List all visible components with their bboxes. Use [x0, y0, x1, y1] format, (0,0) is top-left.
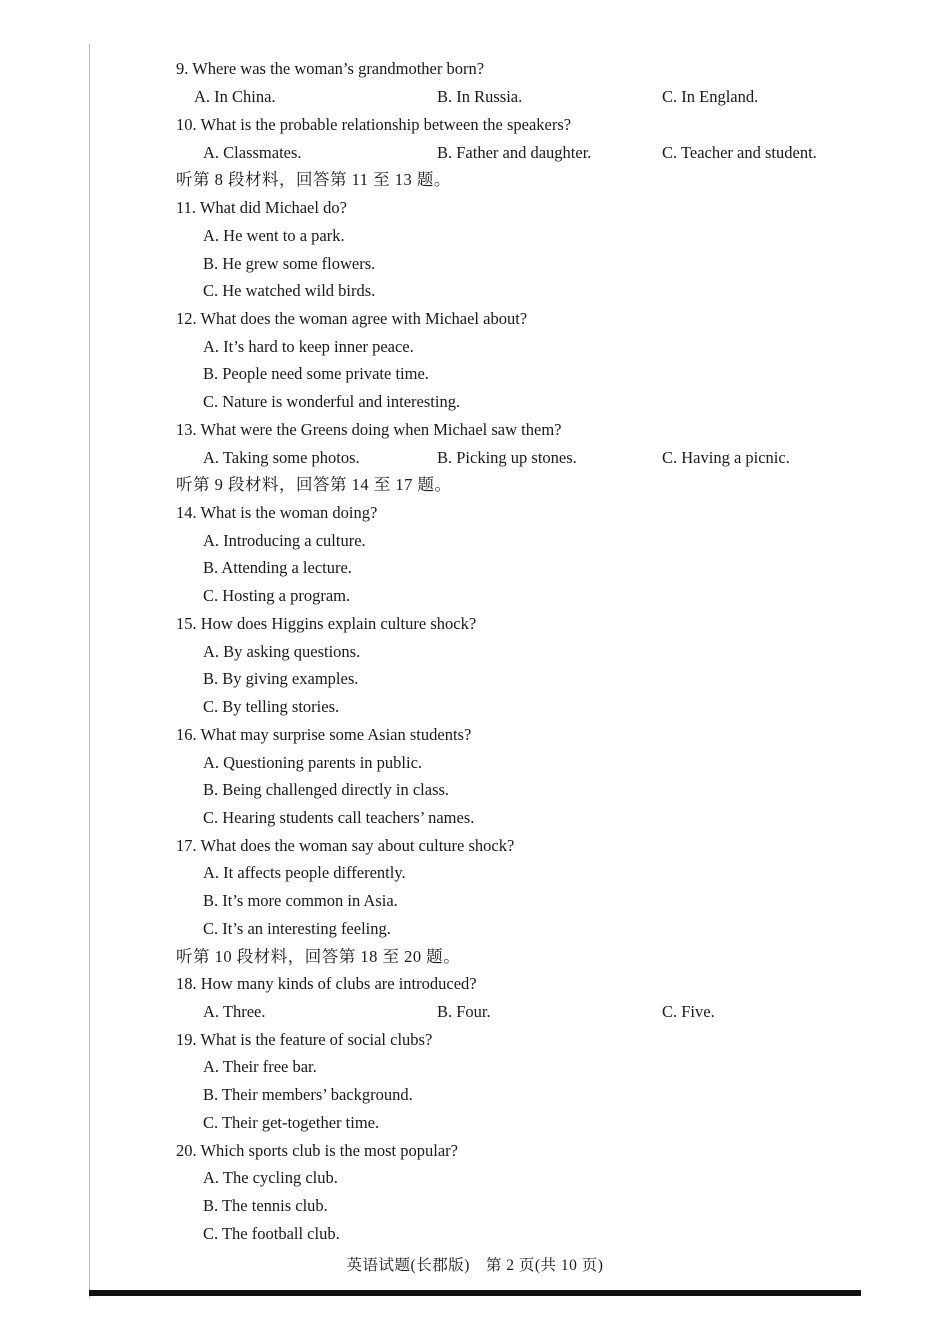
option: A. In China. — [194, 87, 276, 106]
option: A. It’s hard to keep inner peace. — [203, 337, 414, 356]
option: A. He went to a park. — [203, 226, 345, 245]
left-margin-rule — [89, 44, 90, 1298]
option: C. It’s an interesting feeling. — [203, 919, 391, 938]
question-stem: 15. How does Higgins explain culture shock? — [176, 614, 477, 633]
option: A. It affects people differently. — [203, 863, 406, 882]
question-stem: 17. What does the woman say about culture shock? — [176, 836, 515, 855]
option: B. Picking up stones. — [437, 448, 577, 467]
question-stem: 11. What did Michael do? — [176, 198, 347, 217]
option: C. He watched wild birds. — [203, 281, 376, 300]
option: A. Introducing a culture. — [203, 531, 366, 550]
option: C. Nature is wonderful and interesting. — [203, 392, 461, 411]
option: C. Hosting a program. — [203, 586, 351, 605]
option: C. Teacher and student. — [662, 143, 817, 162]
section-heading: 听第 10 段材料，回答第 18 至 20 题。 — [176, 947, 461, 966]
option: B. Attending a lecture. — [203, 558, 352, 577]
option: B. Their members’ background. — [203, 1085, 413, 1104]
option: B. It’s more common in Asia. — [203, 891, 398, 910]
question-stem: 10. What is the probable relationship between the speakers? — [176, 115, 572, 134]
page-footer: 英语试题(长郡版) 第 2 页(共 10 页) — [346, 1257, 604, 1274]
option: C. Having a picnic. — [662, 448, 790, 467]
option: A. The cycling club. — [203, 1168, 338, 1187]
bottom-rule — [89, 1290, 861, 1296]
question-stem: 16. What may surprise some Asian students? — [176, 725, 472, 744]
option: C. By telling stories. — [203, 697, 340, 716]
option: A. Classmates. — [203, 143, 302, 162]
question-stem: 18. How many kinds of clubs are introduced? — [176, 974, 477, 993]
option: A. By asking questions. — [203, 642, 361, 661]
option: B. In Russia. — [437, 87, 523, 106]
option: B. Being challenged directly in class. — [203, 780, 450, 799]
option: B. He grew some flowers. — [203, 254, 376, 273]
question-stem: 12. What does the woman agree with Michael about? — [176, 309, 528, 328]
question-stem: 13. What were the Greens doing when Michael saw them? — [176, 420, 562, 439]
question-stem: 14. What is the woman doing? — [176, 503, 378, 522]
section-heading: 听第 8 段材料，回答第 11 至 13 题。 — [176, 170, 451, 189]
option: B. The tennis club. — [203, 1196, 328, 1215]
question-stem: 20. Which sports club is the most popular? — [176, 1141, 458, 1160]
option: A. Questioning parents in public. — [203, 753, 423, 772]
option: A. Three. — [203, 1002, 266, 1021]
option: C. Hearing students call teachers’ names. — [203, 808, 475, 827]
option: C. In England. — [662, 87, 759, 106]
section-heading: 听第 9 段材料，回答第 14 至 17 题。 — [176, 475, 452, 494]
option: B. People need some private time. — [203, 364, 429, 383]
option: C. The football club. — [203, 1224, 340, 1243]
option: A. Taking some photos. — [203, 448, 360, 467]
question-stem: 9. Where was the woman’s grandmother born? — [176, 59, 485, 78]
question-stem: 19. What is the feature of social clubs? — [176, 1030, 433, 1049]
option: B. By giving examples. — [203, 669, 359, 688]
option: B. Father and daughter. — [437, 143, 592, 162]
option: C. Five. — [662, 1002, 715, 1021]
option: C. Their get-together time. — [203, 1113, 380, 1132]
option: B. Four. — [437, 1002, 491, 1021]
option: A. Their free bar. — [203, 1057, 317, 1076]
